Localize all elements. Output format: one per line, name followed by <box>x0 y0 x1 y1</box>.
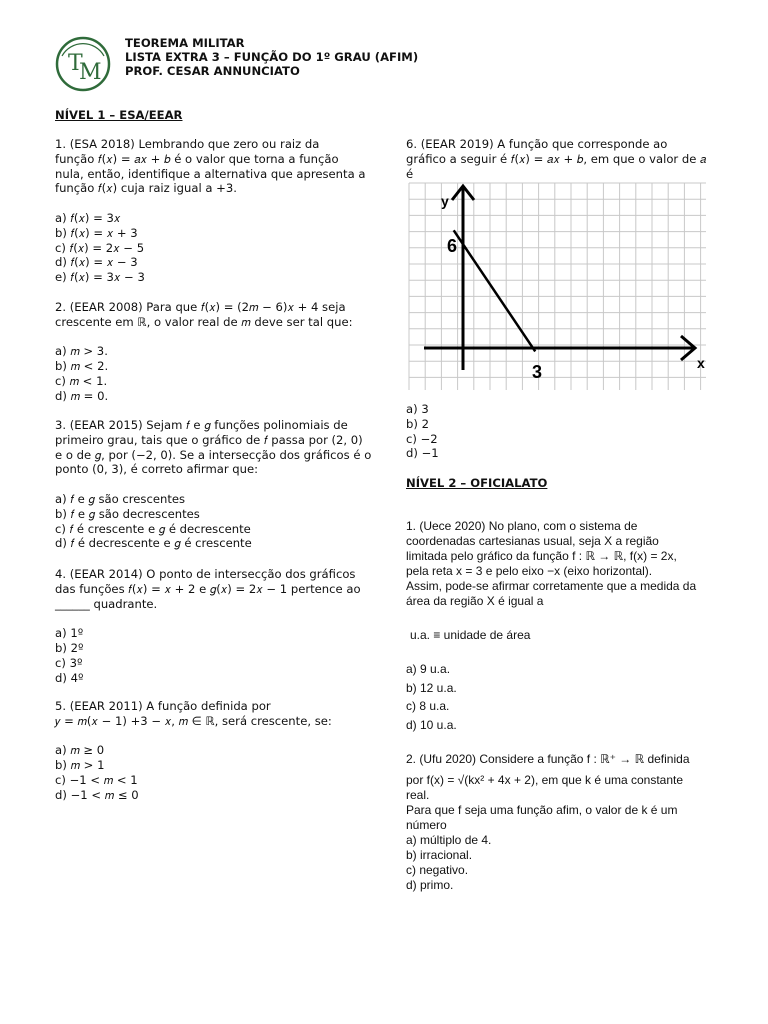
l2q2-option-b: b) irracional. <box>406 848 473 862</box>
q4-option-b: b) 2º <box>55 640 84 655</box>
l2q2-line: Para que f seja uma função afim, o valor de k é um <box>406 803 678 817</box>
q1-line: nula, então, identifique a alternativa que apresenta a <box>55 166 366 181</box>
q5-line: 𝑦 = 𝑚(𝑥 − 1) +3 − 𝑥, 𝑚 ∈ ℝ, será crescente, se: <box>55 713 332 728</box>
q2-option-d: d) 𝑚 = 0. <box>55 388 109 403</box>
q6-option-d: d) −1 <box>406 446 439 461</box>
q5-option-b: b) 𝑚 > 1 <box>55 758 105 773</box>
q4-line: 4. (EEAR 2014) O ponto de intersecção dos gráficos <box>55 567 356 581</box>
l2q2-option-c: c) negativo. <box>406 863 469 877</box>
q3-option-d: d) 𝑓 é decrescente e 𝑔 é crescente <box>55 536 252 551</box>
x-axis-label: x <box>697 355 705 371</box>
q1-line: função 𝑓(𝑥) = 𝑎𝑥 + 𝑏 é o valor que torna a função <box>55 151 339 166</box>
q2-option-a: a) 𝑚 > 3. <box>55 344 108 359</box>
q1-option-b: b) 𝑓(𝑥) = 𝑥 + 3 <box>55 225 138 240</box>
l2q1-option-d: d) 10 u.a. <box>406 717 457 732</box>
header-list-title: LISTA EXTRA 3 – FUNÇÃO DO 1º GRAU (AFIM) <box>125 50 419 64</box>
q6-option-b: b) 2 <box>406 416 429 431</box>
l2q2-line: número <box>406 818 447 832</box>
l2q1-option-b: b) 12 u.a. <box>406 680 457 695</box>
q5-option-a: a) 𝑚 ≥ 0 <box>55 743 105 758</box>
document-header <box>125 36 418 78</box>
l2q2-line: por f(x) = √(kx² + 4x + 2), em que k é uma constante <box>406 773 684 787</box>
l2q1-note: u.a. ≡ unidade de área <box>410 628 531 642</box>
q3-option-a: a) 𝑓 e 𝑔 são crescentes <box>55 491 186 506</box>
q2-line: 2. (EEAR 2008) Para que 𝑓(𝑥) = (2𝑚 − 6)𝑥 + 4 seja <box>55 300 346 314</box>
header-teacher: PROF. CESAR ANNUNCIATO <box>125 64 300 78</box>
l2q2-option-a: a) múltiplo de 4. <box>406 833 492 847</box>
q1-line: função 𝑓(𝑥) cuja raiz igual a +3. <box>55 181 237 196</box>
l2q1-line: Assim, pode-se afirmar corretamente que a medida da <box>406 579 697 593</box>
l2q1-option-a: a) 9 u.a. <box>406 662 451 676</box>
q2-option-c: c) 𝑚 < 1. <box>55 373 108 388</box>
q6-graph <box>406 180 711 395</box>
function-line <box>454 230 536 351</box>
q6-option-c: c) −2 <box>406 431 438 446</box>
question-4 <box>55 567 380 685</box>
q3-option-c: c) 𝑓 é crescente e 𝑔 é decrescente <box>55 521 251 536</box>
q6-option-a: a) 3 <box>406 402 429 416</box>
l2q1-line: 1. (Uece 2020) No plano, com o sistema de <box>406 519 638 533</box>
q4-option-a: a) 1º <box>55 626 84 641</box>
q6-line: gráfico a seguir é 𝑓(𝑥) = 𝑎𝑥 + 𝑏, em que o valor de 𝑎 <box>406 151 707 166</box>
q1-option-e: e) 𝑓(𝑥) = 3𝑥 − 3 <box>55 270 145 285</box>
question-2 <box>55 300 380 404</box>
q6-line: 6. (EEAR 2019) A função que corresponde ao <box>406 137 668 151</box>
question-5 <box>55 699 380 803</box>
q3-line: e o de 𝑔, por (−2, 0). Se a intersecção dos gráficos é o <box>55 447 372 462</box>
q3-option-b: b) 𝑓 e 𝑔 são decrescentes <box>55 506 200 521</box>
l2q1-options <box>406 660 726 734</box>
l2q1-line: pela reta x = 3 e pelo eixo −x (eixo horizontal). <box>406 564 653 578</box>
q5-option-c: c) −1 < 𝑚 < 1 <box>55 772 138 787</box>
q1-option-d: d) 𝑓(𝑥) = 𝑥 − 3 <box>55 255 138 270</box>
l2q2-line: 2. (Ufu 2020) Considere a função f : ℝ⁺ → ℝ definida <box>406 752 690 766</box>
l2q2-option-d: d) primo. <box>406 878 454 892</box>
q2-line: crescente em ℝ, o valor real de 𝑚 deve ser tal que: <box>55 314 353 329</box>
header-school: TEOREMA MILITAR <box>125 36 245 50</box>
y-intercept-label: 6 <box>447 236 458 256</box>
svg-text:T: T <box>68 51 83 76</box>
question-1 <box>55 137 380 285</box>
question-3 <box>55 418 380 551</box>
q4-option-c: c) 3º <box>55 655 83 670</box>
q6-options <box>406 402 726 461</box>
q6-line: é <box>406 166 414 181</box>
question-6 <box>406 137 726 181</box>
q4-line: ______ quadrante. <box>55 596 158 611</box>
svg-text:M: M <box>79 60 102 85</box>
q5-option-d: d) −1 < 𝑚 ≤ 0 <box>55 787 139 802</box>
level1-title: NÍVEL 1 – ESA/EEAR <box>55 108 183 122</box>
l2q1-line: coordenadas cartesianas usual, seja X a região <box>406 534 659 548</box>
q1-line: 1. (ESA 2018) Lembrando que zero ou raiz da <box>55 137 320 151</box>
graph-grid <box>409 183 706 390</box>
l2q1-line: limitada pelo gráfico da função f : ℝ → ℝ, f(x) = 2x, <box>406 549 677 563</box>
q2-option-b: b) 𝑚 < 2. <box>55 359 109 374</box>
q1-option-a: a) 𝑓(𝑥) = 3𝑥 <box>55 210 121 225</box>
q5-line: 5. (EEAR 2011) A função definida por <box>55 699 271 713</box>
x-intercept-label: 3 <box>532 362 543 382</box>
q1-option-c: c) 𝑓(𝑥) = 2𝑥 − 5 <box>55 240 145 255</box>
logo <box>54 36 112 92</box>
l2q1-option-c: c) 8 u.a. <box>406 699 450 713</box>
l2q1-line: área da região X é igual a <box>406 594 544 608</box>
l2q2-line: real. <box>406 788 430 802</box>
q4-line: das funções 𝑓(𝑥) = 𝑥 + 2 e 𝑔(𝑥) = 2𝑥 − 1 pertence ao <box>55 581 361 596</box>
q4-option-d: d) 4º <box>55 670 84 685</box>
q3-line: ponto (0, 3), é correto afirmar que: <box>55 462 259 477</box>
level2-question-2 <box>406 752 736 893</box>
level2-title: NÍVEL 2 – OFICIALATO <box>406 476 548 490</box>
y-axis-label: y <box>441 193 449 209</box>
q3-line: 3. (EEAR 2015) Sejam 𝑓 e 𝑔 funções polinomiais de <box>55 418 348 432</box>
level2-question-1 <box>406 519 736 609</box>
q3-line: primeiro grau, tais que o gráfico de 𝑓 passa por (2, 0) <box>55 432 363 447</box>
